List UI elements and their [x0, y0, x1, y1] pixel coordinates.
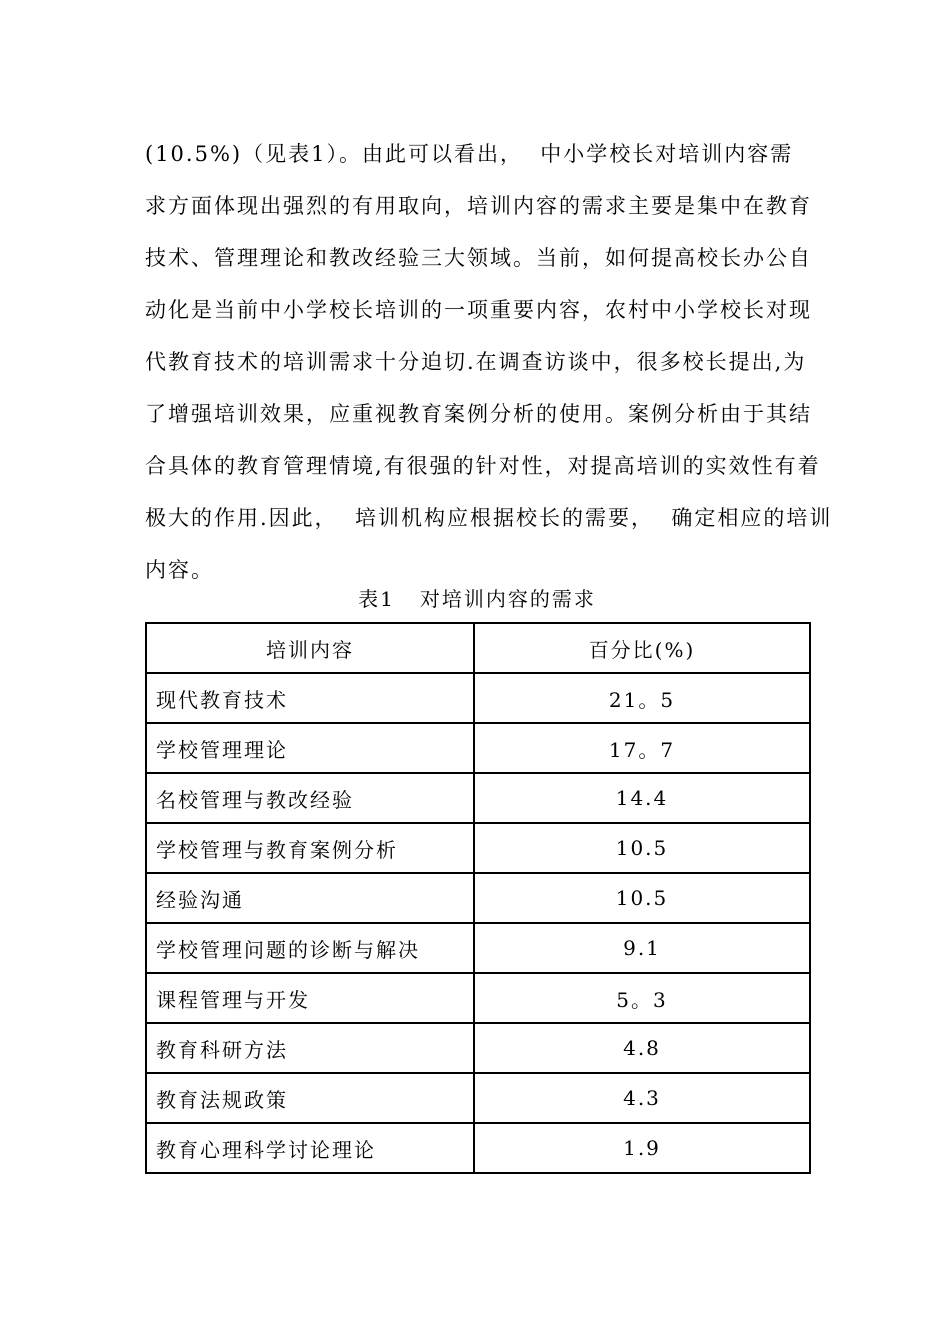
- table-row: [146, 723, 810, 773]
- paragraph-line: 代教育技术的培训需求十分迫切.在调查访谈中，很多校长提出,为: [145, 350, 807, 374]
- header-percentage: 百分比(%): [474, 623, 810, 673]
- row-value: 4.3: [474, 1073, 810, 1123]
- row-value: 10.5: [474, 823, 810, 873]
- row-item: 名校管理与教改经验: [146, 773, 474, 823]
- row-value: 21。5: [474, 673, 810, 723]
- paragraph-line: (10.5%)（见表1）。由此可以看出， 中小学校长对培训内容需: [145, 142, 794, 166]
- row-item: 教育科研方法: [146, 1023, 474, 1073]
- paragraph-line: 了增强培训效果，应重视教育案例分析的使用。案例分析由于其结: [145, 402, 812, 426]
- row-value: 14.4: [474, 773, 810, 823]
- table-row: [146, 873, 810, 923]
- table-caption: 表1 对培训内容的需求: [358, 587, 596, 611]
- paragraph-line: 技术、管理理论和教改经验三大领域。当前，如何提高校长办公自: [145, 246, 812, 270]
- paragraph-line: 合具体的教育管理情境,有很强的针对性，对提高培训的实效性有着: [145, 454, 821, 478]
- row-item: 现代教育技术: [146, 673, 474, 723]
- row-item: 教育法规政策: [146, 1073, 474, 1123]
- paragraph-line: 求方面体现出强烈的有用取向，培训内容的需求主要是集中在教育: [145, 194, 812, 218]
- row-item: 学校管理理论: [146, 723, 474, 773]
- row-value: 5。3: [474, 973, 810, 1023]
- body-paragraph: [145, 128, 833, 596]
- table-header-row: [146, 623, 810, 673]
- table-row: [146, 823, 810, 873]
- row-item: 教育心理科学讨论理论: [146, 1123, 474, 1173]
- row-item: 学校管理与教育案例分析: [146, 823, 474, 873]
- row-item: 学校管理问题的诊断与解决: [146, 923, 474, 973]
- row-item: 课程管理与开发: [146, 973, 474, 1023]
- row-value: 1.9: [474, 1123, 810, 1173]
- table-row: [146, 973, 810, 1023]
- paragraph-line: 动化是当前中小学校长培训的一项重要内容，农村中小学校长对现: [145, 298, 812, 322]
- row-value: 4.8: [474, 1023, 810, 1073]
- row-value: 9.1: [474, 923, 810, 973]
- table-row: [146, 773, 810, 823]
- table-row: [146, 1023, 810, 1073]
- header-training-content: 培训内容: [146, 623, 474, 673]
- table-row: [146, 673, 810, 723]
- table-row: [146, 1073, 810, 1123]
- paragraph-line: 极大的作用.因此， 培训机构应根据校长的需要， 确定相应的培训: [145, 506, 833, 530]
- table-row: [146, 923, 810, 973]
- row-value: 17。7: [474, 723, 810, 773]
- paragraph-line: 内容。: [145, 558, 214, 582]
- training-demand-table: [145, 622, 811, 1174]
- table-row: [146, 1123, 810, 1173]
- row-item: 经验沟通: [146, 873, 474, 923]
- row-value: 10.5: [474, 873, 810, 923]
